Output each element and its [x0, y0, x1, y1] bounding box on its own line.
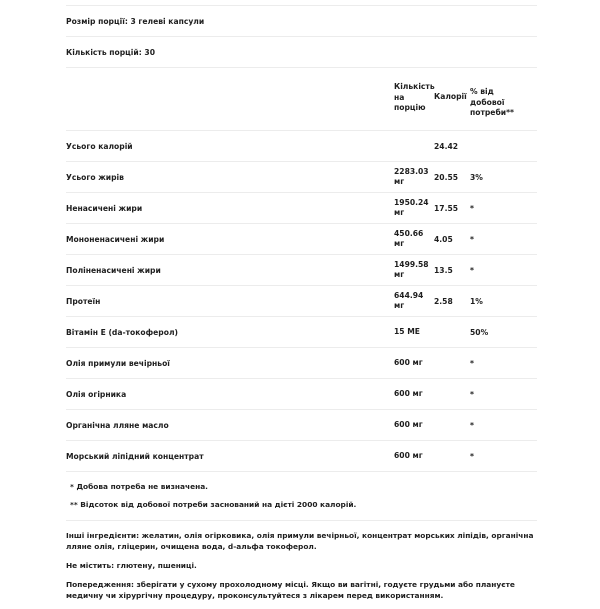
nutrient-name: Усього калорій [66, 141, 133, 151]
table-row [66, 223, 537, 254]
nutrient-name: Морський ліпідний концентрат [66, 451, 204, 461]
serving-size: Розмір порції: 3 гелеві капсули [66, 16, 205, 26]
nutrient-dv: * [470, 203, 474, 213]
nutrient-calories: 20.55 [434, 172, 459, 182]
supplement-facts [66, 0, 537, 609]
table-header [66, 67, 537, 130]
nutrient-name: Олія примули вечірньої [66, 358, 170, 368]
nutrient-calories: 13.5 [434, 265, 453, 275]
nutrient-dv: * [470, 358, 474, 368]
nutrient-calories: 24.42 [434, 141, 459, 151]
nutrient-amount: 600 мг [394, 450, 423, 460]
servings-count: Кількість порцій: 30 [66, 47, 155, 57]
nutrient-dv: 3% [470, 172, 483, 182]
nutrient-name: Олія огірника [66, 389, 127, 399]
table-row [66, 409, 537, 440]
nutrient-amount: 15 МЕ [394, 326, 420, 336]
footnote-daily-value: ** Відсоток від добової потреби заснований на дієті 2000 калорій. [70, 500, 357, 509]
nutrient-name: Ненасичені жири [66, 203, 143, 213]
warning: Попередження: зберігати у сухому прохолодному місці. Якщо ви вагітні, годуєте грудьми або плануєте медичну чи хірургічну процедуру, проконсультуйтеся з лікарем перед використанням. [66, 580, 515, 600]
nutrient-dv: 1% [470, 296, 483, 306]
nutrient-name: Усього жирів [66, 172, 124, 182]
nutrient-dv: 50% [470, 327, 489, 337]
table-row [66, 192, 537, 223]
nutrient-calories: 2.58 [434, 296, 453, 306]
table-row [66, 347, 537, 378]
nutrient-name: Мононенасичені жири [66, 234, 165, 244]
nutrient-name: Поліненасичені жири [66, 265, 161, 275]
nutrient-dv: * [470, 265, 474, 275]
nutrient-calories: 17.55 [434, 203, 459, 213]
free-from: Не містить: глютену, пшениці. [66, 561, 197, 570]
nutrient-name: Органічна лляне масло [66, 420, 169, 430]
nutrient-amount: 600 мг [394, 388, 423, 398]
serving-size-row [66, 5, 537, 36]
nutrient-amount: 600 мг [394, 357, 423, 367]
table-row [66, 254, 537, 285]
nutrient-dv: * [470, 234, 474, 244]
table-row [66, 285, 537, 316]
nutrient-name: Вітамін Е (da-токоферол) [66, 327, 178, 337]
nutrient-calories: 4.05 [434, 234, 453, 244]
header-amount: Кількість на порцію [394, 82, 435, 112]
nutrient-dv: * [470, 420, 474, 430]
header-calories: Калорії [434, 92, 467, 101]
table-row [66, 316, 537, 347]
footnotes [66, 472, 537, 509]
nutrient-amount: 600 мг [394, 419, 423, 429]
additional-info [66, 520, 537, 601]
nutrient-amount: 2283.03 мг [394, 166, 429, 186]
table-row [66, 440, 537, 471]
nutrient-amount: 450.66 мг [394, 228, 424, 248]
footnote-not-established: * Добова потреба не визначена. [70, 482, 208, 491]
servings-count-row [66, 36, 537, 67]
nutrient-dv: * [470, 451, 474, 461]
table-row [66, 130, 537, 161]
nutrient-amount [394, 131, 434, 161]
nutrient-amount: 1950.24 мг [394, 197, 429, 217]
nutrient-name: Протеїн [66, 296, 101, 306]
nutrient-amount: 1499.58 мг [394, 259, 429, 279]
table-row [66, 378, 537, 409]
header-daily-value: % від добової потреби** [470, 87, 515, 117]
nutrient-amount: 644.94 мг [394, 290, 424, 310]
other-ingredients: Інші інгредієнти: желатин, олія огірковика, олія примули вечірньої, концентрат морських ліпідів, органічна лляне олія, гліцерин, очищена вода, d-альфа токоферол. [66, 531, 534, 551]
table-row [66, 161, 537, 192]
nutrient-dv: * [470, 389, 474, 399]
